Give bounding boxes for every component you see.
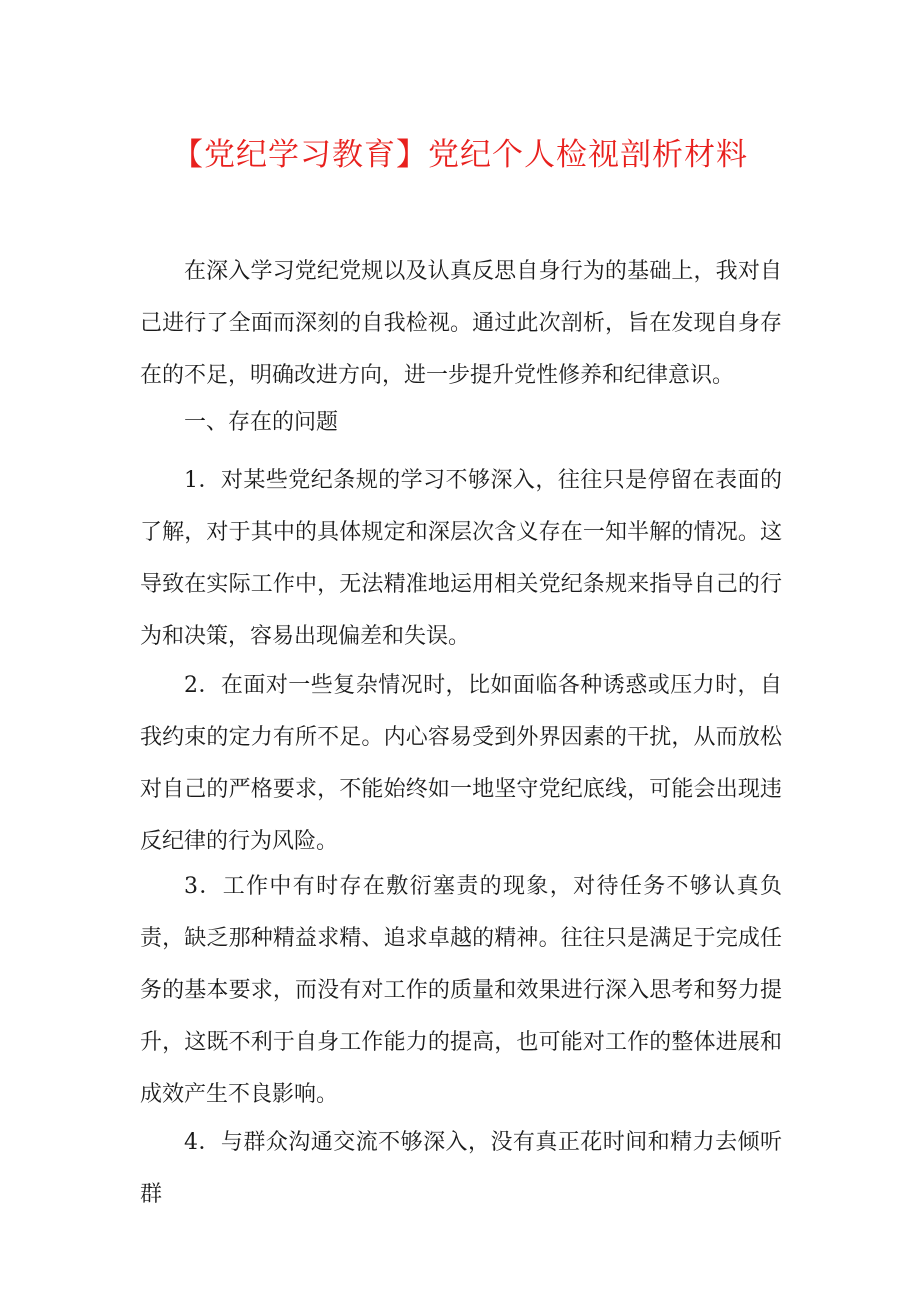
problem-item-4: 4．与群众沟通交流不够深入，没有真正花时间和精力去倾听群 bbox=[140, 1130, 782, 1207]
document-title: 【党纪学习教育】党纪个人检视剖析材料 bbox=[172, 137, 748, 173]
problem-item-1: 1．对某些党纪条规的学习不够深入，往往只是停留在表面的了解，对于其中的具体规定和深层次含义存在一知半解的情况。这导致在实际工作中，无法精准地运用相关党纪条规来指导自己的行为和决策，容易出现偏差和失误。 bbox=[140, 468, 782, 649]
problem-item-3: 3．工作中有时存在敷衍塞责的现象，对待任务不够认真负责，缺乏那种精益求精、追求卓越的精神。往往只是满足于完成任务的基本要求，而没有对工作的质量和效果进行深入思考和努力提升，这既不利于自身工作能力的提高，也可能对工作的整体进展和成效产生不良影响。 bbox=[140, 874, 782, 1107]
section-heading: 一、存在的问题 bbox=[184, 410, 339, 435]
intro-paragraph: 在深入学习党纪党规以及认真反思自身行为的基础上，我对自己进行了全面而深刻的自我检视。通过此次剖析，旨在发现自身存在的不足，明确改进方向，进一步提升党性修养和纪律意识。 bbox=[140, 259, 782, 388]
problem-item-2: 2．在面对一些复杂情况时，比如面临各种诱惑或压力时，自我约束的定力有所不足。内心容易受到外界因素的干扰，从而放松对自己的严格要求，不能始终如一地坚守党纪底线，可能会出现违反纪律的行为风险。 bbox=[140, 673, 782, 854]
